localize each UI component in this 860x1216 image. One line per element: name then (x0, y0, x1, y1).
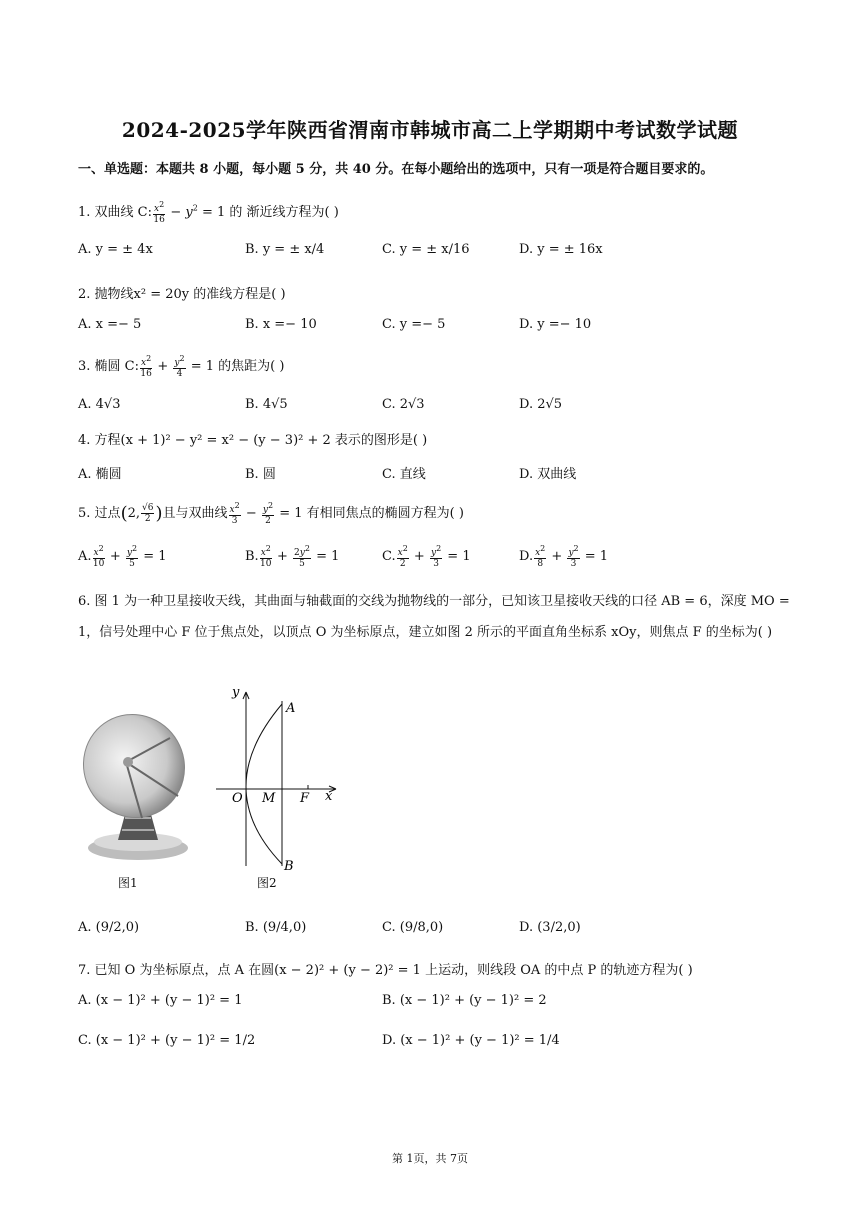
question-number: 5. (78, 506, 91, 521)
axis-y-label: y (232, 686, 240, 700)
question-stem: = 1 有相同焦点的椭圆方程为( ) (279, 506, 464, 521)
question-5: 5. 过点(2, $\frac{√6}{2}$ )且与双曲线 $\frac{x^2}{3}$ − $\frac{y^2}{2}$ = 1 有相同焦点的椭圆方程为( ) (78, 501, 464, 526)
axis-x-label: x (325, 789, 333, 804)
option-d: D. (3/2,0) (519, 920, 581, 935)
question-stem: 已知 O 为坐标原点，点 A 在圆(x − 2)² + (y − 2)² = 1 上运动，则线段 OA 的中点 P 的轨迹方程为( ) (94, 963, 693, 978)
question-stem: 抛物线x² = 20y 的准线方程是( ) (94, 287, 286, 302)
page-title: 2024-2025学年陕西省渭南市韩城市高二上学期期中考试数学试题 (121, 118, 739, 142)
fraction: $\frac{x^2}{16}$ (140, 354, 152, 379)
fraction: $\frac{y^2}{4}$ (174, 354, 185, 379)
option-a: A. x =− 5 (78, 317, 142, 332)
question-stem: 且与双曲线 (162, 506, 228, 521)
parabola-diagram (212, 686, 342, 872)
option-c: C. 直线 (382, 467, 426, 482)
option-d: D. 双曲线 (519, 467, 577, 482)
question-stem: 的 渐近线方程为( ) (229, 205, 339, 220)
option-d: D. 2√5 (519, 397, 563, 412)
question-number: 2. (78, 287, 91, 302)
question-number: 4. (78, 433, 91, 448)
question-stem: 椭圆 C: (94, 359, 140, 374)
option-b: B. 圆 (245, 467, 276, 482)
option-a: A. (9/2,0) (78, 920, 140, 935)
option-c: C. $\frac{x^2}{2}$ + $\frac{y^2}{3}$ = 1 (382, 544, 471, 569)
option-a: A. 4√3 (78, 397, 121, 412)
option-c: C. (x − 1)² + (y − 1)² = 1/2 (78, 1033, 256, 1048)
satellite-dish-figure (78, 700, 196, 865)
question-3: 3. 椭圆 C: $\frac{x^2}{16}$ + $\frac{y^2}{4}$ = 1 的焦距为( ) (78, 354, 285, 379)
question-stem: 过点 (94, 506, 121, 521)
option-c: C. 2√3 (382, 397, 425, 412)
question-7 (78, 959, 693, 978)
option-a: A. 椭圆 (78, 467, 122, 482)
question-6 (78, 586, 790, 648)
option-a: A. $\frac{x^2}{10}$ + $\frac{y^2}{5}$ = 1 (78, 544, 167, 569)
option-b: B. (9/4,0) (245, 920, 307, 935)
option-a: A. y = ± 4x (78, 242, 153, 257)
option-b: B. 4√5 (245, 397, 288, 412)
question-number: 7. (78, 963, 91, 978)
question-number: 3. (78, 359, 91, 374)
option-d: D. y = ± 16x (519, 242, 603, 257)
option-b: B. y = ± x/4 (245, 242, 325, 257)
question-stem: 双曲线 C: (94, 205, 153, 220)
option-b: B. (x − 1)² + (y − 1)² = 2 (382, 993, 547, 1008)
fraction: $\frac{√6}{2}$ (142, 503, 154, 524)
fraction: $\frac{x^2}{3}$ (229, 501, 240, 526)
point-o-label: O (232, 791, 243, 806)
question-stem: 方程(x + 1)² − y² = x² − (y − 3)² + 2 表示的图形是( ) (94, 433, 428, 448)
option-a: A. (x − 1)² + (y − 1)² = 1 (78, 993, 243, 1008)
fraction: $\frac{y^2}{2}$ (262, 501, 274, 526)
section-heading: 一、单选题：本题共 8 小题，每小题 5 分，共 40 分。在每小题给出的选项中，只有一项是符合题目要求的。 (78, 162, 714, 177)
point-b-label: B (284, 859, 294, 872)
fraction: $\frac{x^2}{16}$ (153, 200, 165, 225)
question-2 (78, 283, 286, 302)
option-b: B. $\frac{x^2}{10}$ + $\frac{2y^2}{5}$ = 1 (245, 544, 340, 569)
option-c: C. y = ± x/16 (382, 242, 470, 257)
question-1: 1. 双曲线 C: $\frac{x^2}{16}$ − $y^2 = 1$ 的 渐近线方程为( ) (78, 200, 339, 225)
question-number: 1. (78, 205, 91, 220)
point-f-label: F (300, 791, 310, 806)
question-4 (78, 429, 427, 448)
page-footer: 第 1页，共 7页 (392, 1152, 468, 1165)
option-c: C. y =− 5 (382, 317, 446, 332)
figure-1-caption: 图1 (118, 876, 138, 890)
option-d: D. $\frac{x^2}{8}$ + $\frac{y^2}{3}$ = 1 (519, 544, 609, 569)
figure-2-caption: 图2 (257, 876, 277, 890)
question-stem: = 1 的焦距为( ) (190, 359, 285, 374)
option-c: C. (9/8,0) (382, 920, 444, 935)
question-number: 6. (78, 594, 91, 609)
question-stem: 图 1 为一种卫星接收天线，其曲面与轴截面的交线为抛物线的一部分，已知该卫星接收天线的口径 AB = 6，深度 MO = 1，信号处理中心 F 位于焦点处，以顶点 O 为坐标原点，建立如图 2 所示的平面直角坐标系 xOy，则焦点 F 的坐标为( ) (78, 594, 790, 640)
option-d: D. (x − 1)² + (y − 1)² = 1/4 (382, 1033, 560, 1048)
point-a-label: A (286, 701, 296, 716)
point-m-label: M (262, 791, 276, 806)
option-d: D. y =− 10 (519, 317, 592, 332)
option-b: B. x =− 10 (245, 317, 317, 332)
